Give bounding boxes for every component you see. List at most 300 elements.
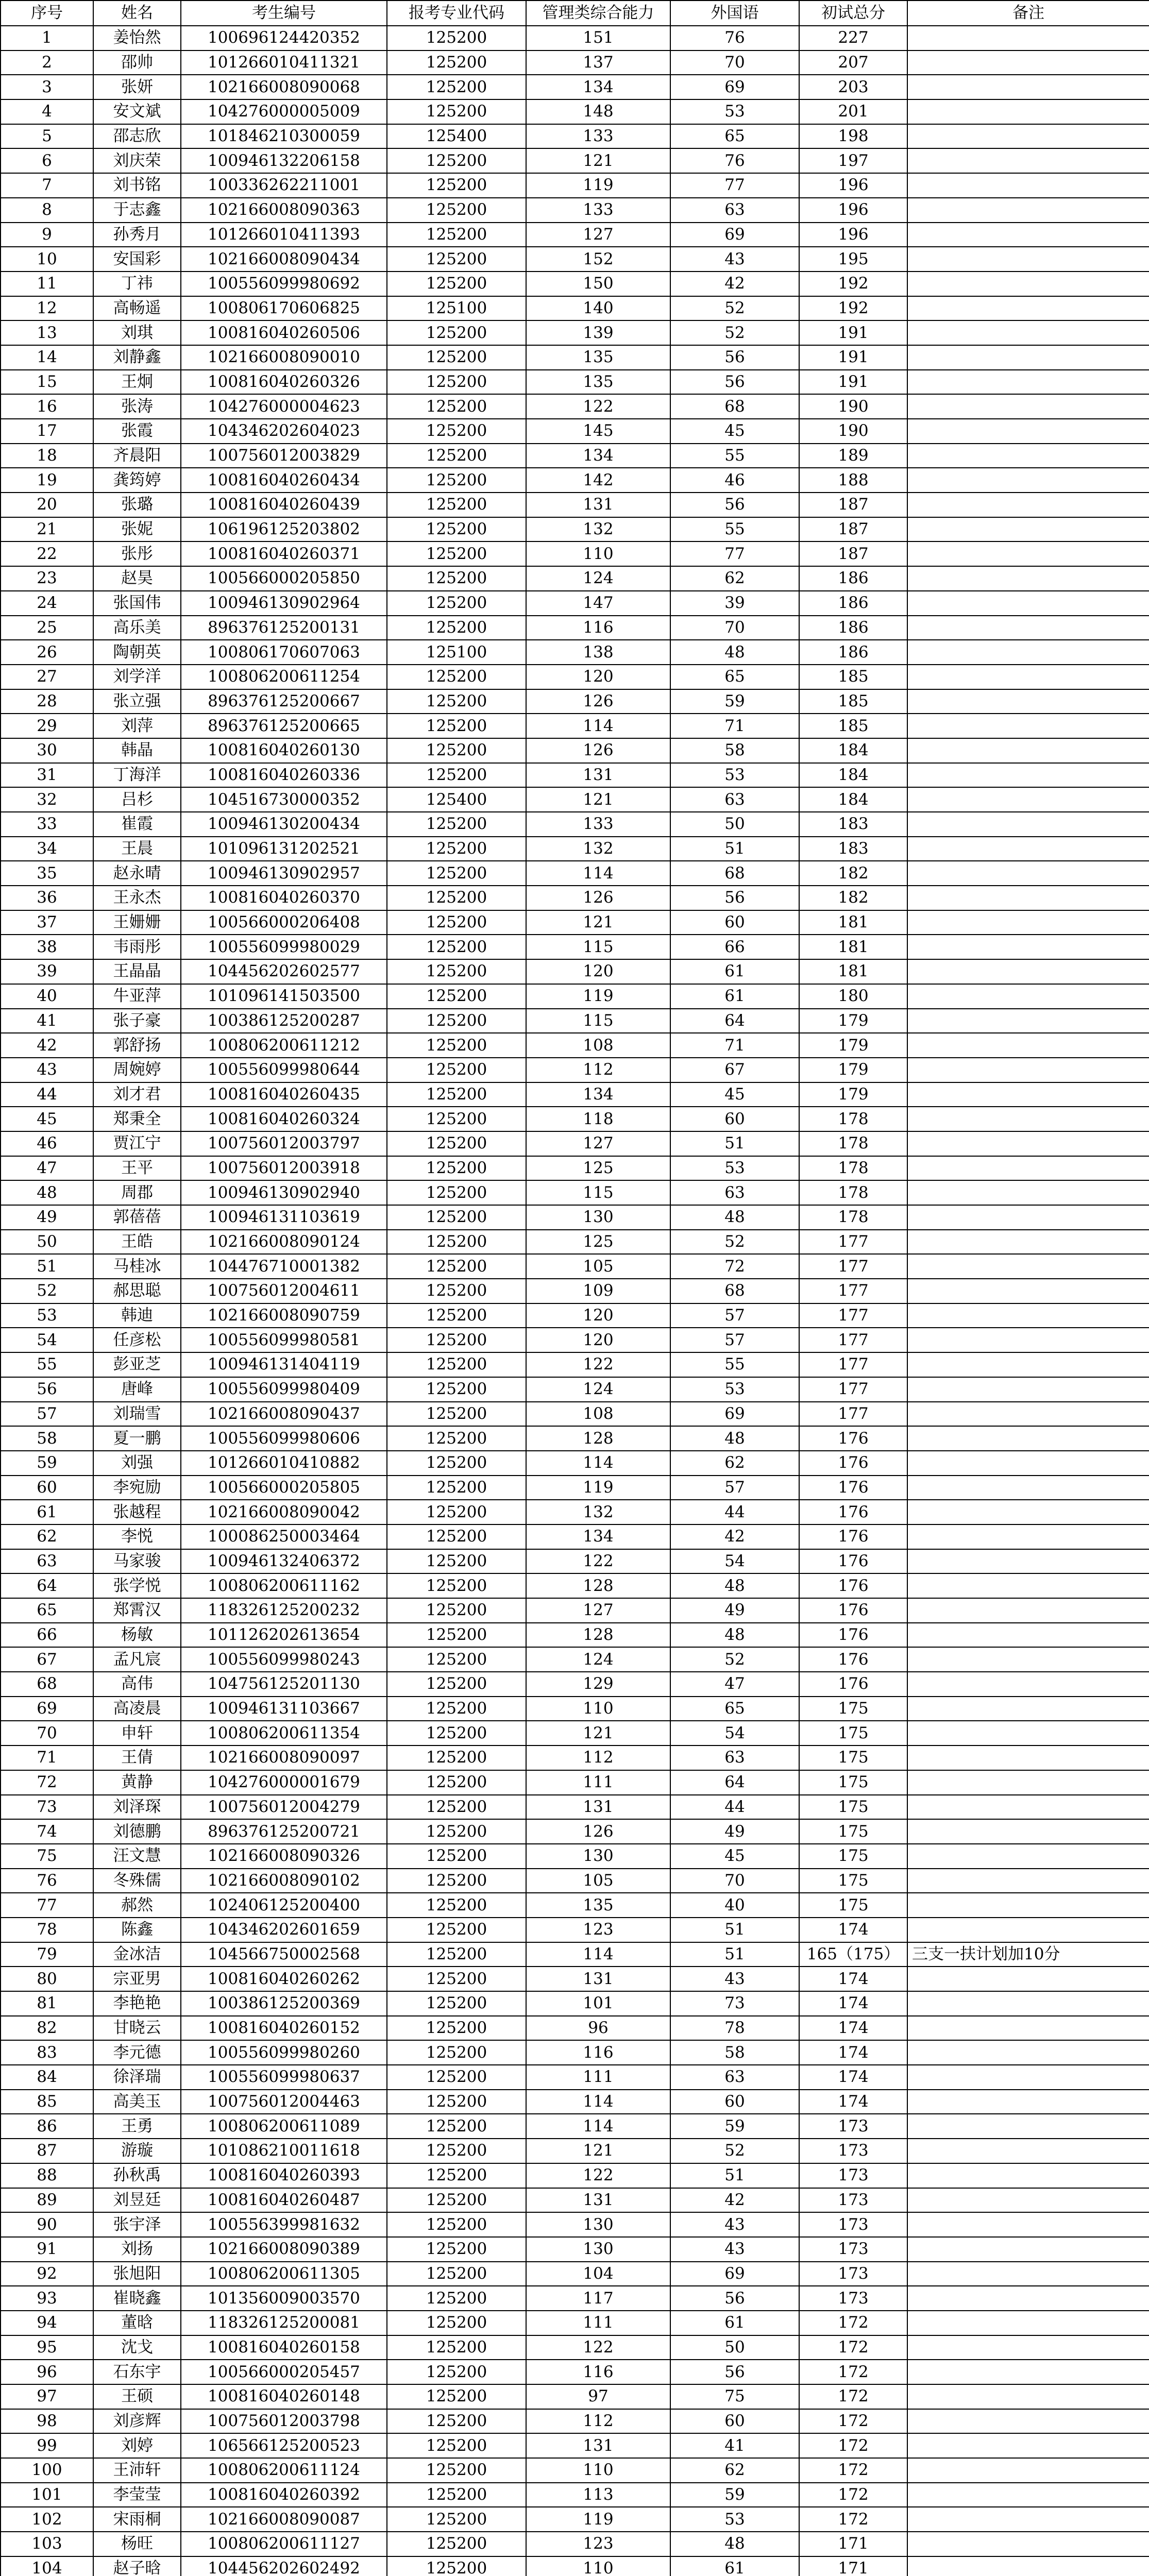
col-management-score-cell: 101 (526, 1991, 670, 2016)
table-row (1, 959, 1149, 984)
table-row (1, 689, 1149, 714)
col-index-cell: 3 (1, 75, 93, 99)
col-total-score-cell: 188 (799, 468, 907, 493)
table-row (1, 1844, 1149, 1869)
col-major-code-cell: 125200 (387, 2188, 526, 2213)
col-remarks-cell (907, 959, 1149, 984)
col-major-code-cell: 125200 (387, 2458, 526, 2483)
col-index-cell: 46 (1, 1131, 93, 1156)
col-total-score-cell: 179 (799, 1033, 907, 1058)
col-management-score-cell: 115 (526, 1180, 670, 1205)
col-foreign-language-cell: 56 (670, 886, 799, 910)
col-remarks-cell (907, 689, 1149, 714)
col-name-cell: 刘琪 (93, 320, 181, 345)
col-total-score-cell: 185 (799, 714, 907, 738)
col-index-cell: 23 (1, 566, 93, 591)
col-total-score-cell: 173 (799, 2262, 907, 2286)
col-total-score-cell: 184 (799, 787, 907, 812)
col-remarks-cell (907, 1131, 1149, 1156)
col-management-score-cell: 133 (526, 198, 670, 223)
col-index-cell: 14 (1, 345, 93, 370)
col-total-score-cell: 177 (799, 1377, 907, 1402)
col-index-cell: 85 (1, 2090, 93, 2114)
col-remarks-cell (907, 1721, 1149, 1745)
col-major-code-cell: 125200 (387, 1942, 526, 1967)
col-candidate-id-cell: 102166008090087 (181, 2507, 387, 2532)
col-remarks-cell (907, 935, 1149, 959)
col-name-cell: 宗亚男 (93, 1967, 181, 1991)
table-row (1, 886, 1149, 910)
col-remarks-cell (907, 1009, 1149, 1033)
col-total-score-cell: 172 (799, 2433, 907, 2458)
col-foreign-language-cell: 76 (670, 148, 799, 173)
col-candidate-id-cell: 100806170606825 (181, 296, 387, 321)
col-major-code-cell: 125200 (387, 50, 526, 75)
col-index-cell: 50 (1, 1230, 93, 1255)
col-remarks-cell (907, 2335, 1149, 2360)
col-remarks-cell (907, 124, 1149, 149)
col-remarks-cell (907, 2433, 1149, 2458)
col-total-score-cell: 184 (799, 763, 907, 788)
col-management-score-cell: 126 (526, 886, 670, 910)
col-candidate-id-cell: 100816040260148 (181, 2384, 387, 2409)
table-row (1, 1402, 1149, 1427)
col-candidate-id-cell: 100806200611305 (181, 2262, 387, 2286)
col-index-cell: 40 (1, 984, 93, 1009)
col-remarks-cell (907, 2458, 1149, 2483)
col-major-code-cell: 125100 (387, 640, 526, 665)
col-foreign-language-cell: 57 (670, 1476, 799, 1500)
col-candidate-id-cell: 100816040260324 (181, 1107, 387, 1131)
col-remarks-cell (907, 1672, 1149, 1697)
col-total-score-cell: 174 (799, 2016, 907, 2041)
col-management-score-cell: 115 (526, 1009, 670, 1033)
col-index-cell: 24 (1, 591, 93, 616)
col-index-cell: 62 (1, 1524, 93, 1549)
col-index-cell: 19 (1, 468, 93, 493)
col-major-code-cell: 125200 (387, 2335, 526, 2360)
col-name-cell: 高畅遥 (93, 296, 181, 321)
col-total-score-cell: 176 (799, 1623, 907, 1648)
col-remarks-cell (907, 148, 1149, 173)
col-foreign-language-cell: 51 (670, 1918, 799, 1942)
table-row (1, 2262, 1149, 2286)
col-name-cell: 刘庆荣 (93, 148, 181, 173)
col-foreign-language-cell: 61 (670, 2311, 799, 2335)
col-major-code-cell: 125200 (387, 1402, 526, 1427)
col-index-cell: 51 (1, 1254, 93, 1279)
col-total-score-cell: 190 (799, 394, 907, 419)
col-name-cell: 刘婷 (93, 2433, 181, 2458)
col-name-cell: 刘学洋 (93, 665, 181, 689)
col-index-cell: 28 (1, 689, 93, 714)
col-index-cell: 12 (1, 296, 93, 321)
table-row (1, 714, 1149, 738)
col-index-cell: 79 (1, 1942, 93, 1967)
col-remarks-cell (907, 1524, 1149, 1549)
col-candidate-id-cell: 102166008090326 (181, 1844, 387, 1869)
col-major-code-cell: 125200 (387, 2360, 526, 2384)
col-index-cell: 39 (1, 959, 93, 984)
col-foreign-language-cell: 65 (670, 665, 799, 689)
col-total-score-cell: 176 (799, 1598, 907, 1623)
col-candidate-id-cell: 100816040260370 (181, 886, 387, 910)
col-foreign-language-cell: 60 (670, 910, 799, 935)
col-name-cell: 邵志欣 (93, 124, 181, 149)
col-name-cell: 杨旺 (93, 2532, 181, 2556)
col-remarks-cell (907, 738, 1149, 763)
col-major-code-cell: 125200 (387, 1819, 526, 1844)
table-row (1, 2212, 1149, 2237)
col-candidate-id-cell: 100566000205850 (181, 566, 387, 591)
col-total-score-cell: 172 (799, 2458, 907, 2483)
col-foreign-language-cell: 55 (670, 1352, 799, 1377)
col-name-cell: 孙秀月 (93, 223, 181, 247)
table-row (1, 2556, 1149, 2576)
col-major-code-cell: 125200 (387, 1623, 526, 1648)
table-row (1, 370, 1149, 395)
col-total-score-cell: 178 (799, 1156, 907, 1181)
col-name-cell: 刘静鑫 (93, 345, 181, 370)
col-remarks-cell (907, 812, 1149, 837)
col-candidate-id-cell: 101266010410882 (181, 1451, 387, 1476)
col-index-cell: 9 (1, 223, 93, 247)
table-row (1, 1524, 1149, 1549)
col-foreign-language-cell: 63 (670, 787, 799, 812)
col-name-cell: 刘昱廷 (93, 2188, 181, 2213)
col-foreign-language-cell: 43 (670, 1967, 799, 1991)
table-row (1, 1180, 1149, 1205)
col-major-code-cell: 125200 (387, 1647, 526, 1672)
col-foreign-language-cell: 39 (670, 591, 799, 616)
col-index-cell: 95 (1, 2335, 93, 2360)
col-foreign-language-cell: 70 (670, 1869, 799, 1893)
col-foreign-language-cell: 46 (670, 468, 799, 493)
col-foreign-language-cell: 52 (670, 296, 799, 321)
col-management-score-cell: 119 (526, 984, 670, 1009)
col-foreign-language-cell: 52 (670, 1230, 799, 1255)
table-row (1, 1500, 1149, 1524)
col-management-score-cell: 125 (526, 1156, 670, 1181)
col-total-score-header: 初试总分 (799, 1, 907, 26)
col-management-score-cell: 97 (526, 2384, 670, 2409)
table-row (1, 616, 1149, 640)
col-candidate-id-cell: 100566000205457 (181, 2360, 387, 2384)
col-total-score-cell: 176 (799, 1672, 907, 1697)
col-management-score-cell: 124 (526, 1377, 670, 1402)
col-major-code-cell: 125200 (387, 1721, 526, 1745)
col-foreign-language-cell: 63 (670, 2065, 799, 2090)
col-index-cell: 35 (1, 861, 93, 886)
col-name-cell: 郝然 (93, 1893, 181, 1918)
col-foreign-language-cell: 69 (670, 75, 799, 99)
col-total-score-cell: 176 (799, 1524, 907, 1549)
col-index-cell: 25 (1, 616, 93, 640)
col-major-code-cell: 125200 (387, 1082, 526, 1107)
col-major-code-cell: 125200 (387, 1131, 526, 1156)
table-row (1, 2433, 1149, 2458)
table-row (1, 1082, 1149, 1107)
col-index-cell: 26 (1, 640, 93, 665)
col-management-score-cell: 125 (526, 1230, 670, 1255)
col-index-cell: 1 (1, 26, 93, 50)
col-name-cell: 龚筠婷 (93, 468, 181, 493)
col-candidate-id-cell: 100946132206158 (181, 148, 387, 173)
table-row (1, 812, 1149, 837)
col-total-score-cell: 173 (799, 2139, 907, 2163)
table-row (1, 1647, 1149, 1672)
col-remarks-cell (907, 837, 1149, 861)
col-total-score-cell: 174 (799, 2090, 907, 2114)
col-management-score-cell: 135 (526, 345, 670, 370)
table-row (1, 1033, 1149, 1058)
col-major-code-cell: 125200 (387, 1598, 526, 1623)
col-name-cell: 甘晓云 (93, 2016, 181, 2041)
table-row (1, 665, 1149, 689)
col-foreign-language-cell: 59 (670, 689, 799, 714)
col-management-score-cell: 135 (526, 1893, 670, 1918)
col-name-cell: 牛亚萍 (93, 984, 181, 1009)
col-foreign-language-cell: 63 (670, 198, 799, 223)
col-major-code-cell: 125200 (387, 198, 526, 223)
col-management-score-cell: 128 (526, 1573, 670, 1598)
col-major-code-cell: 125200 (387, 320, 526, 345)
col-major-code-cell: 125200 (387, 2040, 526, 2065)
col-foreign-language-cell: 43 (670, 2212, 799, 2237)
col-management-score-cell: 110 (526, 1697, 670, 1721)
col-foreign-language-cell: 55 (670, 517, 799, 542)
col-total-score-cell: 191 (799, 345, 907, 370)
col-remarks-cell (907, 2016, 1149, 2041)
col-management-score-cell: 145 (526, 419, 670, 444)
col-remarks-cell (907, 2409, 1149, 2434)
col-name-cell: 郑秉全 (93, 1107, 181, 1131)
col-total-score-cell: 176 (799, 1573, 907, 1598)
col-candidate-id-cell: 100556099980644 (181, 1058, 387, 1082)
col-remarks-cell (907, 1770, 1149, 1795)
col-foreign-language-cell: 48 (670, 1205, 799, 1230)
col-management-score-cell: 131 (526, 763, 670, 788)
col-management-score-cell: 121 (526, 1721, 670, 1745)
col-remarks-cell (907, 640, 1149, 665)
col-candidate-id-cell: 100696124420352 (181, 26, 387, 50)
col-candidate-id-cell: 102166008090389 (181, 2237, 387, 2262)
col-major-code-cell: 125200 (387, 689, 526, 714)
col-name-cell: 张立强 (93, 689, 181, 714)
col-total-score-cell: 183 (799, 812, 907, 837)
col-name-cell: 刘彦辉 (93, 2409, 181, 2434)
col-foreign-language-cell: 57 (670, 1303, 799, 1328)
col-index-cell: 88 (1, 2163, 93, 2188)
col-name-cell: 汪文慧 (93, 1844, 181, 1869)
col-index-cell: 63 (1, 1549, 93, 1574)
col-name-cell: 刘泽琛 (93, 1795, 181, 1820)
col-candidate-id-cell: 101126202613654 (181, 1623, 387, 1648)
col-name-cell: 王沛轩 (93, 2458, 181, 2483)
col-total-score-cell: 173 (799, 2114, 907, 2139)
col-management-score-cell: 131 (526, 2188, 670, 2213)
col-index-cell: 34 (1, 837, 93, 861)
col-major-code-cell: 125200 (387, 247, 526, 272)
col-management-score-cell: 128 (526, 1623, 670, 1648)
col-remarks-cell (907, 1205, 1149, 1230)
col-candidate-id-cell: 100806200611254 (181, 665, 387, 689)
col-index-cell: 72 (1, 1770, 93, 1795)
col-candidate-id-cell: 100946130902940 (181, 1180, 387, 1205)
table-row (1, 1009, 1149, 1033)
col-management-score-cell: 119 (526, 1476, 670, 1500)
table-row (1, 2507, 1149, 2532)
col-total-score-cell: 181 (799, 910, 907, 935)
col-foreign-language-cell: 62 (670, 1451, 799, 1476)
col-major-code-cell: 125200 (387, 738, 526, 763)
col-candidate-id-cell: 100816040260336 (181, 763, 387, 788)
col-candidate-id-cell: 101096131202521 (181, 837, 387, 861)
col-name-cell: 赵昊 (93, 566, 181, 591)
col-management-score-cell: 130 (526, 2212, 670, 2237)
col-name-cell: 黄静 (93, 1770, 181, 1795)
table-row (1, 1131, 1149, 1156)
col-name-cell: 陈鑫 (93, 1918, 181, 1942)
col-management-score-cell: 133 (526, 124, 670, 149)
col-major-code-cell: 125200 (387, 2532, 526, 2556)
col-index-cell: 13 (1, 320, 93, 345)
col-major-code-cell: 125200 (387, 444, 526, 468)
col-major-code-cell: 125200 (387, 1156, 526, 1181)
col-foreign-language-cell: 54 (670, 1549, 799, 1574)
col-foreign-language-cell: 67 (670, 1058, 799, 1082)
col-index-cell: 67 (1, 1647, 93, 1672)
col-management-score-cell: 111 (526, 1770, 670, 1795)
col-total-score-cell: 182 (799, 886, 907, 910)
col-foreign-language-cell: 49 (670, 1819, 799, 1844)
col-remarks-cell (907, 861, 1149, 886)
col-major-code-cell: 125200 (387, 2556, 526, 2576)
col-index-cell: 7 (1, 173, 93, 198)
table-row (1, 148, 1149, 173)
col-name-cell: 张霞 (93, 419, 181, 444)
col-remarks-cell (907, 345, 1149, 370)
col-candidate-id-cell: 100816040260435 (181, 1082, 387, 1107)
col-management-score-cell: 118 (526, 1107, 670, 1131)
col-candidate-id-cell: 100946130902964 (181, 591, 387, 616)
col-major-code-cell: 125200 (387, 1745, 526, 1770)
col-total-score-cell: 186 (799, 566, 907, 591)
col-total-score-cell: 178 (799, 1180, 907, 1205)
col-candidate-id-cell: 101356009003570 (181, 2286, 387, 2311)
col-name-cell: 陶朝英 (93, 640, 181, 665)
col-index-cell: 22 (1, 541, 93, 566)
col-candidate-id-cell: 100556099980260 (181, 2040, 387, 2065)
col-total-score-cell: 175 (799, 1745, 907, 1770)
col-remarks-cell (907, 2163, 1149, 2188)
col-remarks-cell (907, 665, 1149, 689)
col-total-score-cell: 177 (799, 1402, 907, 1427)
col-candidate-id-header: 考生编号 (181, 1, 387, 26)
col-major-code-cell: 125200 (387, 1426, 526, 1451)
col-management-score-cell: 131 (526, 1795, 670, 1820)
col-management-score-cell: 129 (526, 1672, 670, 1697)
col-management-score-cell: 114 (526, 861, 670, 886)
col-candidate-id-cell: 100336262211001 (181, 173, 387, 198)
col-name-cell: 徐泽瑞 (93, 2065, 181, 2090)
col-major-code-cell: 125200 (387, 959, 526, 984)
col-major-code-cell: 125200 (387, 566, 526, 591)
col-foreign-language-cell: 48 (670, 1573, 799, 1598)
col-total-score-cell: 174 (799, 2040, 907, 2065)
col-index-cell: 17 (1, 419, 93, 444)
col-remarks-cell (907, 50, 1149, 75)
col-management-score-cell: 132 (526, 1500, 670, 1524)
col-remarks-cell (907, 2139, 1149, 2163)
col-candidate-id-cell: 100756012003797 (181, 1131, 387, 1156)
col-foreign-language-cell: 59 (670, 2114, 799, 2139)
col-management-score-cell: 126 (526, 738, 670, 763)
col-total-score-cell: 172 (799, 2384, 907, 2409)
col-major-code-cell: 125200 (387, 1549, 526, 1574)
col-index-cell: 96 (1, 2360, 93, 2384)
col-foreign-language-cell: 56 (670, 345, 799, 370)
col-candidate-id-cell: 118326125200081 (181, 2311, 387, 2335)
col-major-code-cell: 125200 (387, 394, 526, 419)
col-name-cell: 韩晶 (93, 738, 181, 763)
col-name-cell: 郑霄汉 (93, 1598, 181, 1623)
col-candidate-id-cell: 102166008090042 (181, 1500, 387, 1524)
col-candidate-id-cell: 104276000005009 (181, 99, 387, 124)
col-foreign-language-cell: 48 (670, 640, 799, 665)
col-foreign-language-cell: 42 (670, 2188, 799, 2213)
col-foreign-language-cell: 51 (670, 1131, 799, 1156)
col-management-score-cell: 124 (526, 1647, 670, 1672)
col-index-cell: 53 (1, 1303, 93, 1328)
col-candidate-id-cell: 100816040260262 (181, 1967, 387, 1991)
col-total-score-cell: 183 (799, 837, 907, 861)
col-remarks-cell (907, 1918, 1149, 1942)
table-row (1, 1721, 1149, 1745)
col-candidate-id-cell: 104756125201130 (181, 1672, 387, 1697)
col-foreign-language-cell: 62 (670, 566, 799, 591)
col-total-score-cell: 177 (799, 1279, 907, 1303)
col-foreign-language-cell: 45 (670, 419, 799, 444)
col-index-cell: 11 (1, 272, 93, 296)
col-candidate-id-cell: 100756012004611 (181, 1279, 387, 1303)
col-remarks-cell (907, 1352, 1149, 1377)
col-name-cell: 李宛励 (93, 1476, 181, 1500)
col-management-score-cell: 114 (526, 1942, 670, 1967)
col-management-score-cell: 124 (526, 566, 670, 591)
col-total-score-cell: 196 (799, 198, 907, 223)
col-major-code-cell: 125200 (387, 1058, 526, 1082)
col-total-score-cell: 177 (799, 1328, 907, 1352)
col-name-cell: 郭蓓蓓 (93, 1205, 181, 1230)
col-major-code-cell: 125400 (387, 124, 526, 149)
col-total-score-cell: 186 (799, 616, 907, 640)
col-major-code-cell: 125200 (387, 1967, 526, 1991)
col-total-score-cell: 196 (799, 223, 907, 247)
col-management-score-cell: 134 (526, 1524, 670, 1549)
col-candidate-id-cell: 100816040260434 (181, 468, 387, 493)
col-remarks-cell (907, 763, 1149, 788)
table-row (1, 2237, 1149, 2262)
col-management-score-cell: 114 (526, 1451, 670, 1476)
col-name-cell: 于志鑫 (93, 198, 181, 223)
col-candidate-id-cell: 101086210011618 (181, 2139, 387, 2163)
col-major-code-cell: 125200 (387, 2286, 526, 2311)
col-name-cell: 夏一鹏 (93, 1426, 181, 1451)
col-foreign-language-cell: 60 (670, 2409, 799, 2434)
col-remarks-cell (907, 2311, 1149, 2335)
col-foreign-language-cell: 53 (670, 2507, 799, 2532)
